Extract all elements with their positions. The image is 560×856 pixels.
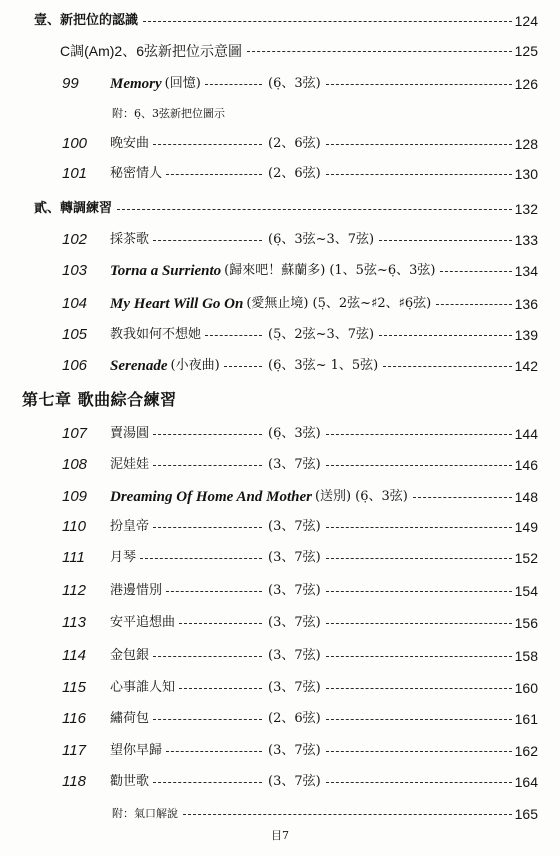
- entry-title: 壹、新把位的認識: [34, 13, 139, 28]
- entry-title: 望你早歸: [110, 743, 163, 758]
- entry-strings: (3、7弦): [268, 615, 321, 630]
- entry-strings: (2、6弦): [268, 166, 321, 181]
- leader-dots: [326, 465, 512, 466]
- entry-title: 月琴: [110, 550, 137, 565]
- page-number: 126: [514, 76, 538, 92]
- page-number: 158: [514, 648, 538, 664]
- page-number: 162: [514, 743, 538, 759]
- toc-entry: [0, 73, 560, 95]
- toc-entry: [0, 580, 560, 602]
- entry-number: 115: [62, 679, 86, 696]
- page-number: 133: [514, 232, 538, 248]
- page-number: 130: [514, 166, 538, 182]
- toc-entry: [0, 293, 560, 315]
- toc-entry: [0, 260, 560, 282]
- page-number: 165: [514, 806, 538, 822]
- section-heading: [0, 198, 560, 220]
- leader-dots: [326, 623, 512, 624]
- leader-dots: [205, 335, 262, 336]
- entry-title: My Heart Will Go On: [110, 296, 244, 312]
- leader-dots: [326, 434, 512, 435]
- page-number: 161: [514, 711, 538, 727]
- entry-number: 105: [62, 326, 88, 343]
- toc-entry: [0, 516, 560, 538]
- entry-title: 泥娃娃: [110, 457, 150, 472]
- leader-dots: [205, 84, 262, 85]
- toc-entry: [0, 708, 560, 730]
- entry-title: Serenade: [110, 358, 168, 374]
- page-number: 125: [514, 43, 538, 59]
- leader-dots: [326, 558, 512, 559]
- entry-strings: (6̣、3弦): [355, 489, 408, 504]
- entry-subtitle: (歸來吧！蘇蘭多): [224, 263, 326, 278]
- entry-title: C調(Am)2、6弦新把位示意圖: [60, 43, 243, 59]
- entry-title: 繡荷包: [110, 711, 150, 726]
- page-number: 128: [514, 136, 538, 152]
- leader-dots: [117, 209, 512, 210]
- chapter-title: 第七章 歌曲綜合練習: [22, 390, 177, 409]
- entry-title: 安平追想曲: [110, 615, 176, 630]
- entry-number: 112: [62, 582, 86, 599]
- page-number: 146: [514, 457, 538, 473]
- entry-title: 採茶歌: [110, 232, 150, 247]
- entry-strings: (3、7弦): [268, 774, 321, 789]
- entry-title: 貳、轉調練習: [34, 201, 113, 216]
- leader-dots: [166, 591, 262, 592]
- page-number: 148: [514, 489, 538, 505]
- leader-dots: [153, 434, 262, 435]
- page-number: 144: [514, 426, 538, 442]
- leader-dots: [153, 782, 262, 783]
- toc-entry: [0, 547, 560, 569]
- entry-title: 晚安曲: [110, 136, 150, 151]
- leader-dots: [153, 719, 262, 720]
- entry-number: 118: [62, 773, 86, 790]
- leader-dots: [153, 656, 262, 657]
- entry-number: 107: [62, 425, 88, 442]
- page-number: 124: [514, 13, 538, 29]
- page-number: 152: [514, 550, 538, 566]
- leader-dots: [143, 21, 512, 22]
- entry-title: Memory: [110, 76, 162, 92]
- leader-dots: [179, 688, 262, 689]
- toc-entry: [0, 740, 560, 762]
- entry-number: 104: [62, 295, 88, 312]
- note-text: 附：6̣、3弦新把位圖示: [112, 107, 225, 120]
- entry-number: 113: [62, 614, 86, 631]
- toc-entry: [0, 454, 560, 476]
- entry-title: Dreaming Of Home And Mother: [110, 489, 312, 505]
- entry-number: 117: [62, 742, 86, 759]
- entry-title: 心事誰人知: [110, 680, 176, 695]
- toc-entry: [0, 486, 560, 508]
- entry-strings: (3、7弦): [268, 550, 321, 565]
- entry-number: 109: [62, 488, 88, 505]
- page-number: 160: [514, 680, 538, 696]
- page-number: 154: [514, 583, 538, 599]
- entry-title: 教我如何不想她: [110, 327, 202, 342]
- entry-subtitle: (送別): [314, 489, 352, 504]
- entry-number: 111: [62, 549, 85, 566]
- entry-strings: (3、7弦): [268, 519, 321, 534]
- entry-strings: (1、5弦~6̣、3弦): [329, 263, 436, 278]
- entry-title: Torna a Surriento: [110, 263, 222, 279]
- toc-entry: [0, 771, 560, 793]
- leader-dots: [140, 558, 262, 559]
- entry-strings: (3、7弦): [268, 648, 321, 663]
- entry-strings: (6̣、3弦~3、7弦): [268, 232, 375, 247]
- entry-subtitle: (小夜曲): [170, 358, 220, 373]
- leader-dots: [326, 656, 512, 657]
- entry-number: 114: [62, 647, 86, 664]
- entry-number: 101: [62, 165, 88, 182]
- toc-entry: [0, 803, 560, 825]
- leader-dots: [153, 527, 262, 528]
- entry-strings: (6̣、3弦): [268, 76, 321, 91]
- toc-entry: [0, 229, 560, 251]
- entry-strings: (3、7弦): [268, 680, 321, 695]
- entry-subtitle: (回憶): [164, 76, 201, 91]
- entry-number: 99: [62, 75, 79, 92]
- entry-number: 106: [62, 357, 88, 374]
- leader-dots: [166, 751, 262, 752]
- leader-dots: [383, 366, 511, 367]
- entry-strings: (5̣、2弦~3、7弦): [268, 327, 375, 342]
- entry-strings: (3、7弦): [268, 457, 321, 472]
- entry-strings: (6̣、3弦~ 1、5弦): [268, 358, 379, 373]
- entry-title: 港邊惜別: [110, 583, 163, 598]
- page-number: 134: [514, 263, 538, 279]
- leader-dots: [379, 335, 512, 336]
- toc-entry: [0, 355, 560, 377]
- entry-strings: (3、7弦): [268, 743, 321, 758]
- leader-dots: [153, 144, 262, 145]
- leader-dots: [413, 497, 512, 498]
- entry-strings: (5̣、2弦~♯2、♯6̣弦): [312, 296, 432, 311]
- leader-dots: [326, 751, 512, 752]
- leader-dots: [326, 719, 512, 720]
- chapter-heading: [0, 389, 560, 411]
- leader-dots: [179, 623, 262, 624]
- toc-entry: [0, 645, 560, 667]
- leader-dots: [247, 51, 512, 52]
- entry-strings: (2、6弦): [268, 711, 321, 726]
- leader-dots: [326, 688, 512, 689]
- page-number: 156: [514, 615, 538, 631]
- entry-title: 勸世歌: [110, 774, 150, 789]
- leader-dots: [224, 366, 262, 367]
- page-number: 139: [514, 327, 538, 343]
- page-number: 136: [514, 296, 538, 312]
- leader-dots: [436, 304, 511, 305]
- entry-number: 108: [62, 456, 88, 473]
- toc-entry: [0, 324, 560, 346]
- entry-title: 賣湯圓: [110, 426, 150, 441]
- leader-dots: [326, 174, 512, 175]
- leader-dots: [326, 591, 512, 592]
- section-heading: [0, 10, 560, 32]
- toc-entry: [0, 163, 560, 185]
- page-number: 142: [514, 358, 538, 374]
- leader-dots: [326, 527, 512, 528]
- entry-number: 102: [62, 231, 88, 248]
- entry-strings: (3、7弦): [268, 583, 321, 598]
- entry-number: 110: [62, 518, 86, 535]
- leader-dots: [326, 84, 512, 85]
- page-number: 164: [514, 774, 538, 790]
- note-text: 附：氣口解說: [112, 807, 178, 820]
- toc-entry: [0, 677, 560, 699]
- leader-dots: [440, 271, 511, 272]
- toc-entry: [0, 423, 560, 445]
- toc-entry: [0, 612, 560, 634]
- leader-dots: [166, 174, 262, 175]
- page-footer: 目7: [271, 829, 289, 842]
- page-number: 149: [514, 519, 538, 535]
- entry-title: 秘密情人: [110, 166, 163, 181]
- leader-dots: [326, 144, 512, 145]
- toc-entry: [0, 133, 560, 155]
- leader-dots: [326, 782, 512, 783]
- entry-strings: (2、6弦): [268, 136, 321, 151]
- entry-number: 100: [62, 135, 88, 152]
- leader-dots: [379, 240, 512, 241]
- entry-title: 金包銀: [110, 648, 150, 663]
- leader-dots: [153, 240, 262, 241]
- entry-title: 扮皇帝: [110, 519, 150, 534]
- leader-dots: [153, 465, 262, 466]
- toc-entry: [0, 40, 560, 62]
- toc-entry: [0, 103, 560, 125]
- entry-subtitle: (愛無止境): [246, 296, 309, 311]
- page-number: 132: [514, 201, 538, 217]
- entry-number: 116: [62, 710, 86, 727]
- leader-dots: [183, 814, 512, 815]
- entry-strings: (6̣、3弦): [268, 426, 321, 441]
- entry-number: 103: [62, 262, 88, 279]
